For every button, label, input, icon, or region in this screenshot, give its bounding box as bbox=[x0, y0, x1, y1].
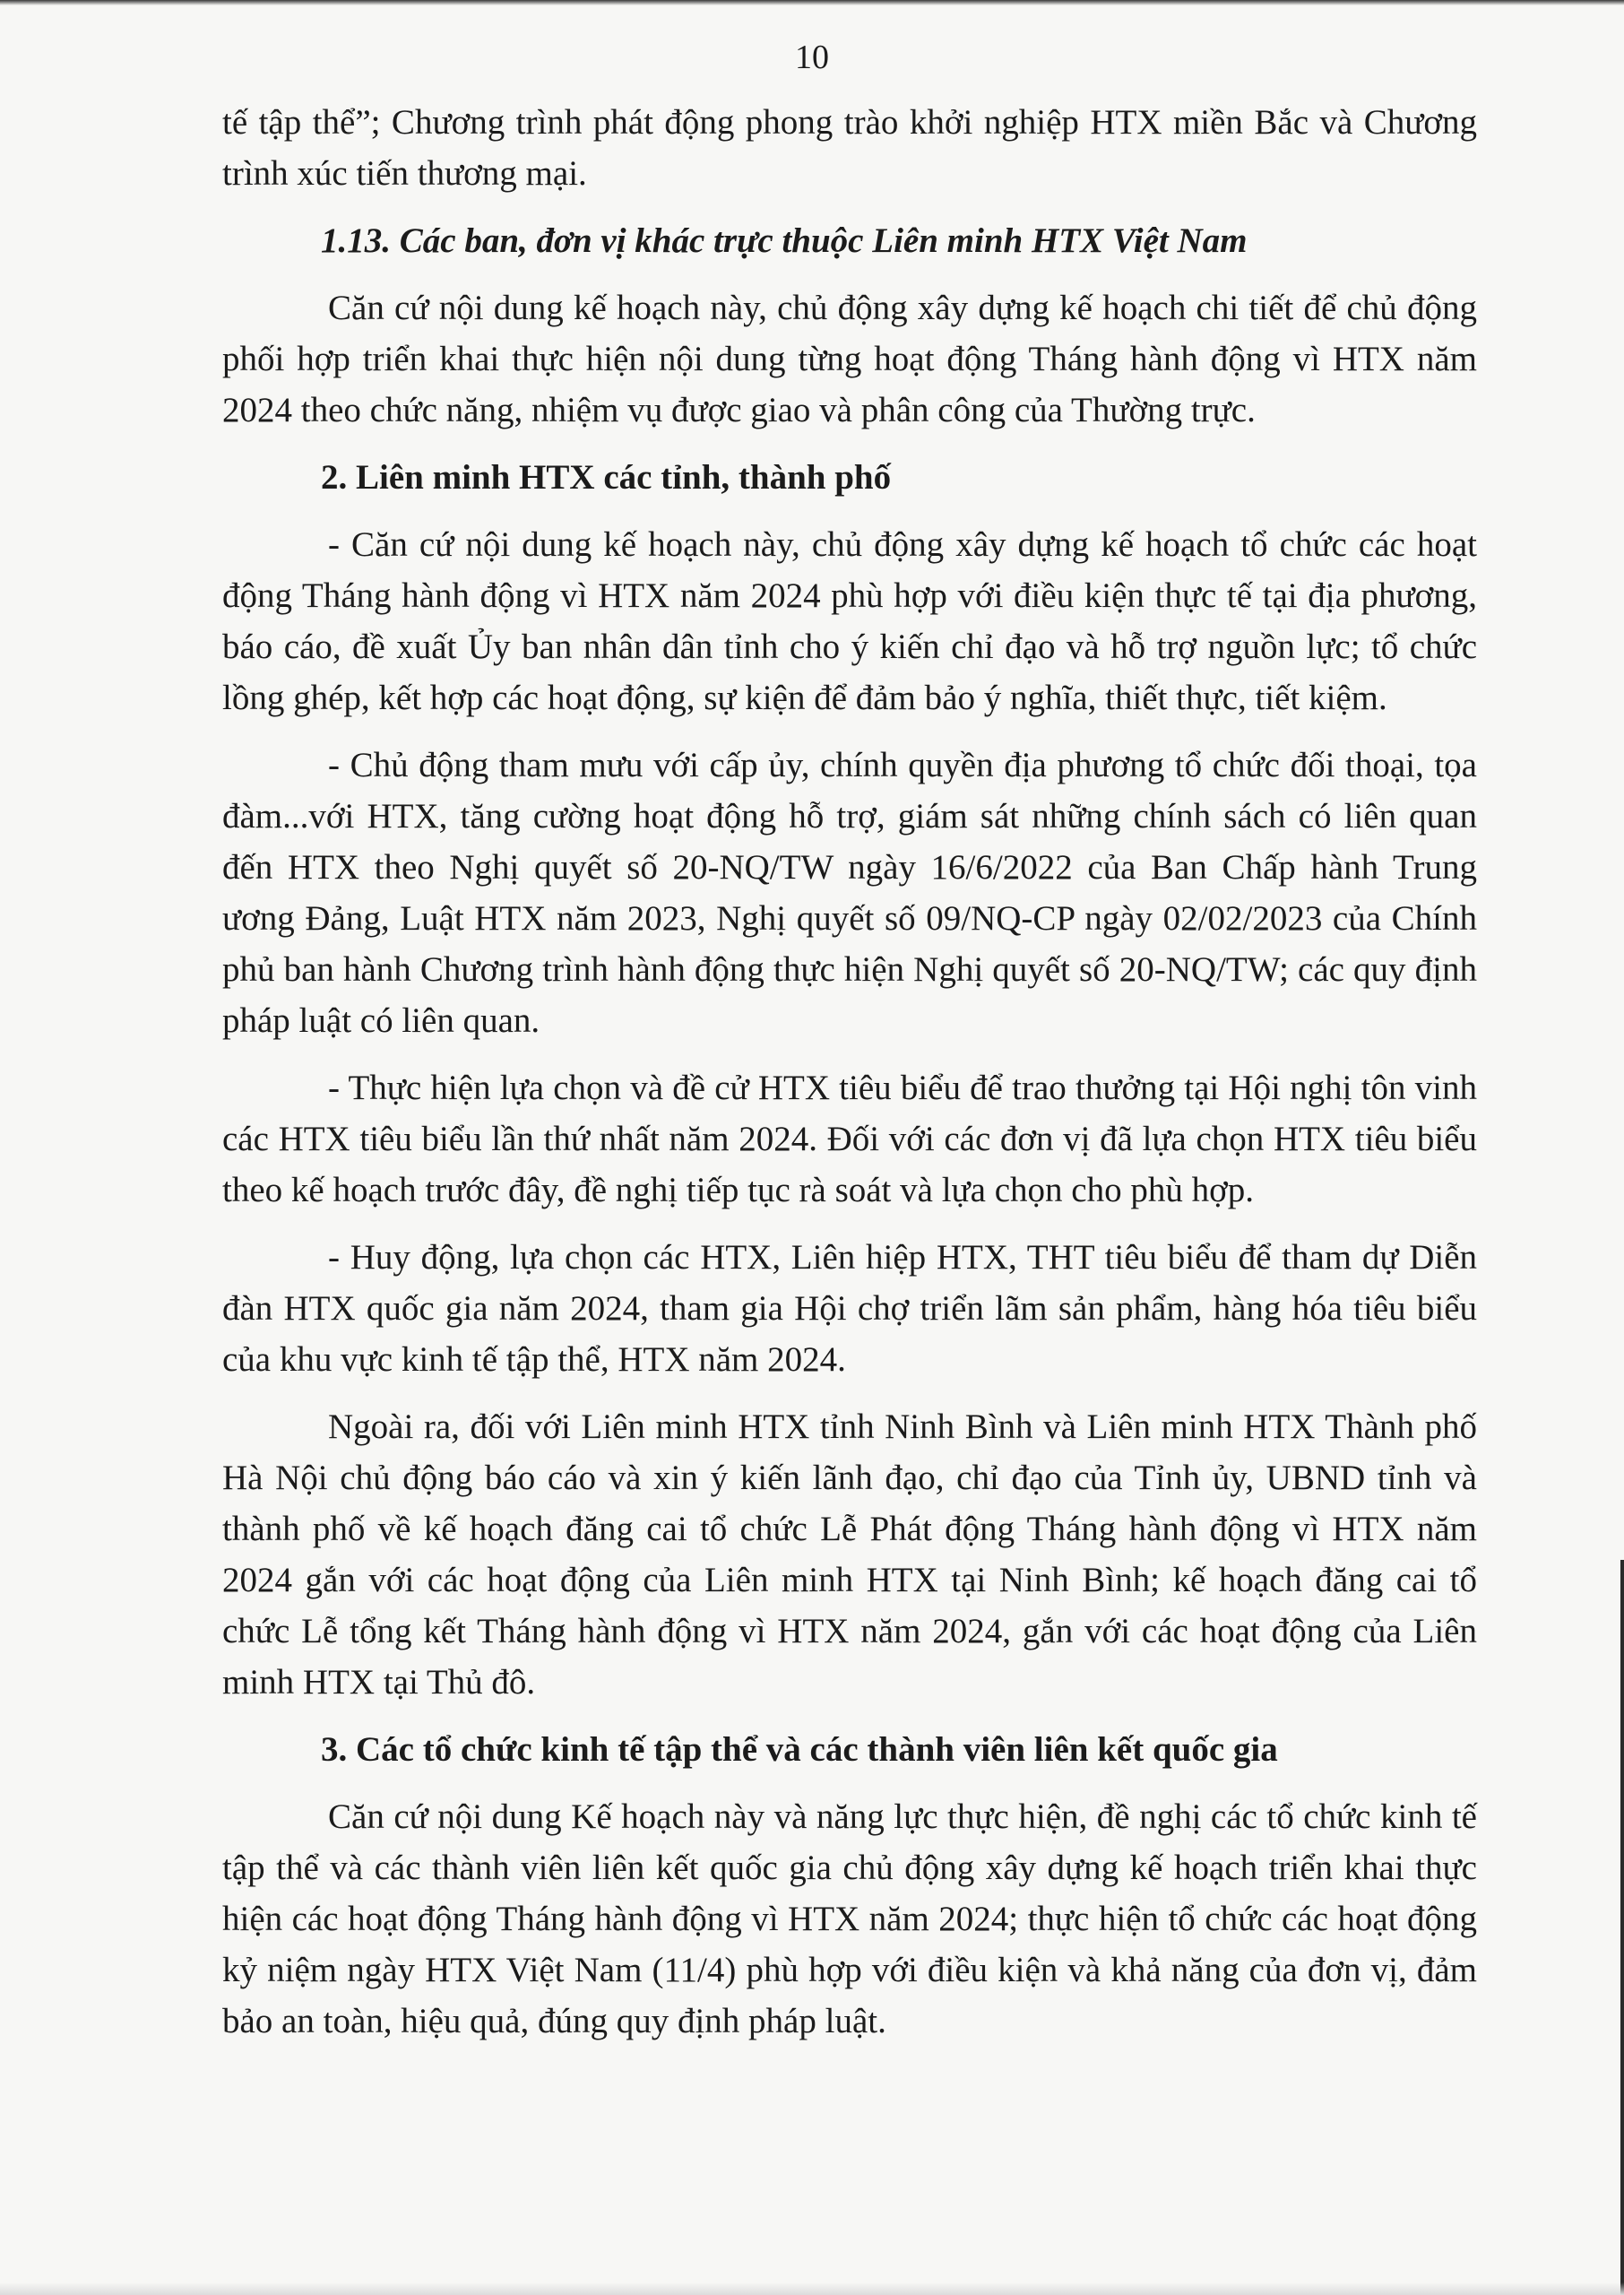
scan-shadow-bottom bbox=[0, 2282, 1624, 2295]
paragraph-2-item-4: - Huy động, lựa chọn các HTX, Liên hiệp HTX, THT tiêu biểu để tham dự Diễn đàn HTX quốc gia năm 2024, tham gia Hội chợ triển lãm sản phẩm, hàng hóa tiêu biểu của khu vực kinh tế tập thể, HTX năm 2024. bbox=[222, 1238, 1477, 1379]
scan-shadow-top bbox=[0, 0, 1624, 5]
paragraph-2-item-3: - Thực hiện lựa chọn và đề cử HTX tiêu biểu để trao thưởng tại Hội nghị tôn vinh các HTX tiêu biểu lần thứ nhất năm 2024. Đối với các đơn vị đã lựa chọn HTX tiêu biểu theo kế hoạch trước đây, đề nghị tiếp tục rà soát và lựa chọn cho phù hợp. bbox=[222, 1069, 1477, 1209]
document-body bbox=[222, 97, 1477, 2063]
section-heading-1-13: 1.13. Các ban, đơn vị khác trực thuộc Liên minh HTX Việt Nam bbox=[321, 221, 1248, 260]
paragraph-2-item-1: - Căn cứ nội dung kế hoạch này, chủ động xây dựng kế hoạch tổ chức các hoạt động Tháng hành động vì HTX năm 2024 phù hợp với điều kiện thực tế tại địa phương, báo cáo, đề xuất Ủy ban nhân dân tỉnh cho ý kiến chỉ đạo và hỗ trợ nguồn lực; tổ chức lồng ghép, kết hợp các hoạt động, sự kiện để đảm bảo ý nghĩa, thiết thực, tiết kiệm. bbox=[222, 525, 1477, 717]
paragraph-continuation: tế tập thể”; Chương trình phát động phong trào khởi nghiệp HTX miền Bắc và Chương trình xúc tiến thương mại. bbox=[222, 103, 1477, 193]
paragraph-2-item-2: - Chủ động tham mưu với cấp ủy, chính quyền địa phương tổ chức đối thoại, tọa đàm...với HTX, tăng cường hoạt động hỗ trợ, giám sát những chính sách có liên quan đến HTX theo Nghị quyết số 20-NQ/TW ngày 16/6/2022 của Ban Chấp hành Trung ương Đảng, Luật HTX năm 2023, Nghị quyết số 09/NQ-CP ngày 02/02/2023 của Chính phủ ban hành Chương trình hành động thực hiện Nghị quyết số 20-NQ/TW; các quy định pháp luật có liên quan. bbox=[222, 746, 1477, 1040]
paragraph-3-body: Căn cứ nội dung Kế hoạch này và năng lực thực hiện, đề nghị các tổ chức kinh tế tập thể và các thành viên liên kết quốc gia chủ động xây dựng kế hoạch triển khai thực hiện các hoạt động Tháng hành động vì HTX năm 2024; thực hiện tổ chức các hoạt động kỷ niệm ngày HTX Việt Nam (11/4) phù hợp với điều kiện và khả năng của đơn vị, đảm bảo an toàn, hiệu quả, đúng quy định pháp luật. bbox=[222, 1797, 1477, 2040]
paragraph-2-additional: Ngoài ra, đối với Liên minh HTX tỉnh Ninh Bình và Liên minh HTX Thành phố Hà Nội chủ động báo cáo và xin ý kiến lãnh đạo, chỉ đạo của Tỉnh ủy, UBND tỉnh và thành phố về kế hoạch đăng cai tổ chức Lễ Phát động Tháng hành động vì HTX năm 2024 gắn với các hoạt động của Liên minh HTX tại Ninh Bình; kế hoạch đăng cai tổ chức Lễ tổng kết Tháng hành động vì HTX năm 2024, gắn với các hoạt động của Liên minh HTX tại Thủ đô. bbox=[222, 1407, 1477, 1702]
section-heading-2: 2. Liên minh HTX các tỉnh, thành phố bbox=[321, 458, 892, 497]
scan-shadow-right bbox=[1620, 1560, 1624, 2295]
page-number: 10 bbox=[795, 39, 829, 76]
section-heading-3: 3. Các tổ chức kinh tế tập thể và các thành viên liên kết quốc gia bbox=[321, 1730, 1278, 1769]
paragraph-1-13-body: Căn cứ nội dung kế hoạch này, chủ động xây dựng kế hoạch chi tiết để chủ động phối hợp triển khai thực hiện nội dung từng hoạt động Tháng hành động vì HTX năm 2024 theo chức năng, nhiệm vụ được giao và phân công của Thường trực. bbox=[222, 289, 1477, 429]
